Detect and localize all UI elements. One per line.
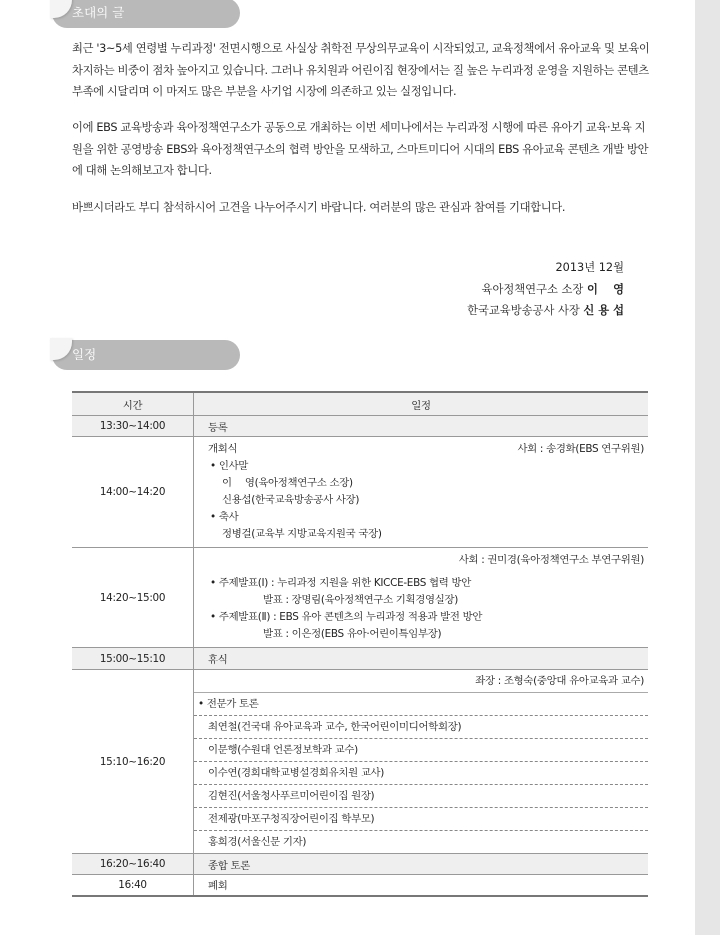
- row-event: 종합 토론: [194, 854, 649, 875]
- opening-title: 개회식: [208, 443, 238, 455]
- signer-1-name: 이 영: [586, 283, 624, 296]
- column-header-program: 일정: [194, 392, 649, 416]
- row-time: 13:30~14:00: [72, 416, 194, 437]
- schedule-section-tab: [52, 340, 240, 370]
- panel-line: 최연철(건국대 유아교육과 교수, 한국어린이미디어학회장): [194, 716, 648, 739]
- schedule-row-opening: [72, 437, 648, 548]
- row-time: 14:20~15:00: [72, 548, 194, 648]
- row-time: 15:10~16:20: [72, 670, 194, 854]
- signer-1: [482, 281, 624, 297]
- program-line: 발표 : 장명림(육아정책연구소 기획경영실장): [263, 594, 458, 606]
- opening-host: 사회 : 송경화(EBS 연구위원): [517, 443, 644, 455]
- row-event: 폐회: [194, 875, 649, 896]
- schedule-row-discussion: [72, 854, 648, 875]
- invitation-section-tab: [52, 0, 240, 28]
- letter-date: 2013년 12월: [555, 261, 624, 274]
- row-time: 16:20~16:40: [72, 854, 194, 875]
- invitation-tab-label: 초대의 글: [72, 5, 125, 20]
- signer-2: [467, 302, 624, 318]
- presentations-host: 사회 : 권미경(육아정책연구소 부연구위원): [458, 554, 644, 566]
- panel-line: 김현진(서울청사푸르미어린이집 원장): [194, 785, 648, 808]
- schedule-table: [72, 391, 648, 897]
- schedule-tab-label: 일정: [72, 347, 97, 362]
- panel-line: • 전문가 토론: [194, 693, 648, 716]
- schedule-row-panel: [72, 670, 648, 854]
- page-curl-decoration: [50, 338, 72, 360]
- schedule-row-presentations: [72, 548, 648, 648]
- program-line: 이 영(육아정책연구소 소장): [222, 477, 353, 489]
- row-event: 등록: [194, 416, 649, 437]
- program-line: 발표 : 이은정(EBS 유아·어린이특임부장): [263, 628, 442, 640]
- schedule-row-break: [72, 648, 648, 670]
- invitation-paragraph-1: 최근 '3~5세 연령별 누리과정' 전면시행으로 사실상 취학전 무상의무교육이 시작되었고, 교육정책에서 유아교육 및 보육이 차지하는 비중이 점차 높아지고 있습니다. 그러나 유치원과 어린이집 현장에서는 질 높은 누리과정 운영을 지원하는 콘텐츠 부족에 시달리며 이 마저도 많은 부분을 사기업 시장에 의존하고 있는 실정입니다.: [72, 42, 650, 98]
- schedule-header-row: [72, 392, 648, 416]
- signer-1-title: 육아정책연구소 소장: [481, 283, 584, 296]
- program-line: 정병걸(교육부 지방교육지원국 국장): [222, 528, 382, 540]
- row-time: 16:40: [72, 875, 194, 896]
- page-curl-decoration: [50, 0, 72, 18]
- row-program-block: [194, 670, 649, 854]
- program-line: • 인사말: [210, 460, 249, 472]
- row-program-block: [194, 437, 649, 548]
- program-line: 신용섭(한국교육방송공사 사장): [222, 494, 360, 506]
- panel-line: 전제광(마포구청직장어린이집 학부모): [194, 808, 648, 831]
- program-line: • 축사: [210, 511, 239, 523]
- schedule-row-registration: [72, 416, 648, 437]
- row-event: 휴식: [194, 648, 649, 670]
- program-line: • 주제발표(Ⅰ) : 누리과정 지원을 위한 KICCE-EBS 협력 방안: [210, 577, 471, 589]
- schedule-row-closing: [72, 875, 648, 896]
- invitation-paragraph-2: 이에 EBS 교육방송과 육아정책연구소가 공동으로 개최하는 이번 세미나에서는 누리과정 시행에 따른 유아기 교육·보육 지원을 위한 공영방송 EBS와 육아정책연구소의 협력 방안을 모색하고, 스마트미디어 시대의 EBS 유아교육 콘텐츠 개발 방안에 대해 논의해보고자 합니다.: [72, 121, 649, 177]
- row-program-block: [194, 548, 649, 648]
- row-time: 14:00~14:20: [72, 437, 194, 548]
- signer-2-name: 신 용 섭: [583, 304, 624, 317]
- program-line: • 주제발표(Ⅱ) : EBS 유아 콘텐츠의 누리과정 적용과 발전 방안: [210, 611, 483, 623]
- opening-header: [208, 441, 648, 458]
- panel-chair: 좌장 : 조형숙(중앙대 유아교육과 교수): [194, 670, 648, 693]
- row-time: 15:00~15:10: [72, 648, 194, 670]
- column-header-time: 시간: [72, 392, 194, 416]
- panel-line: 이수연(경희대학교병설경희유치원 교사): [194, 762, 648, 785]
- panel-line: 이문행(수원대 언론정보학과 교수): [194, 739, 648, 762]
- signer-2-title: 한국교육방송공사 사장: [467, 304, 580, 317]
- invitation-paragraph-3: 바쁘시더라도 부디 참석하시어 고견을 나누어주시기 바랍니다. 여러분의 많은 관심과 참여를 기대합니다.: [72, 201, 566, 214]
- panel-line: 홍희경(서울신문 기자): [208, 836, 307, 848]
- panel-list: [194, 670, 648, 853]
